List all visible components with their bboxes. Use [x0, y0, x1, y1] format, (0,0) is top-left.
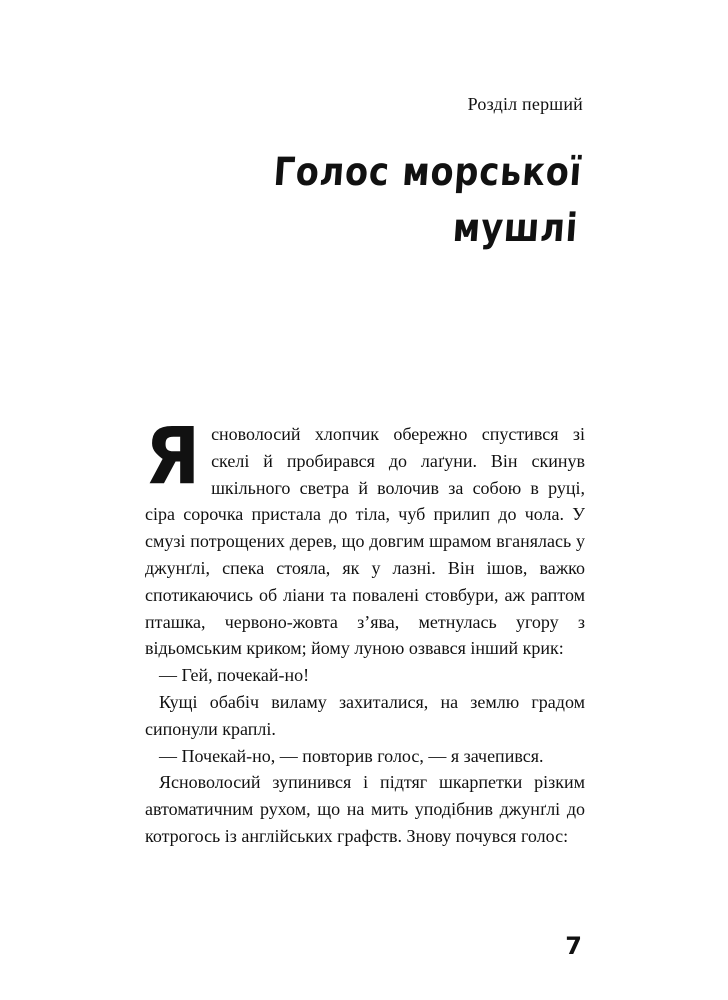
paragraph [145, 412, 585, 662]
paragraph: Кущі обабіч виламу захиталися, на землю градом сипонули краплі. [145, 691, 585, 739]
paragraph: — Почекай-но, — повторив голос, — я зачепився. [159, 745, 544, 766]
paragraph: — Гей, почекай-но! [159, 665, 310, 686]
drop-cap: Я [145, 412, 201, 502]
paragraph-text: сноволосий хлопчик обережно спустився зі скелі й пробирався до лаґуни. Він скинув шкільного светра й волочив за собою в руці, сіра сорочка пристала до тіла, чуб прилип до чола. У смузі потрощених дерев, що довгим шрамом вганялась у джунґлі, спека стояла, як у лазні. Він ішов, важко спотикаючись об ліани та повалені стовбури, аж раптом пташка, червоно-жовта з’ява, метнулась угору з відьомським криком; йому луною озвався інший крик: [145, 424, 585, 659]
chapter-title: Голос морської мушлі [272, 150, 584, 251]
paragraph: Ясноволосий зупинився і підтяг шкарпетки різким автоматичним рухом, що на мить уподібнив джунґлі до котрогось із англійських графств. Знову почувся голос: [145, 772, 585, 846]
page-number: 7 [565, 932, 582, 960]
chapter-label: Розділ перший [467, 94, 583, 114]
body-text [145, 412, 585, 850]
